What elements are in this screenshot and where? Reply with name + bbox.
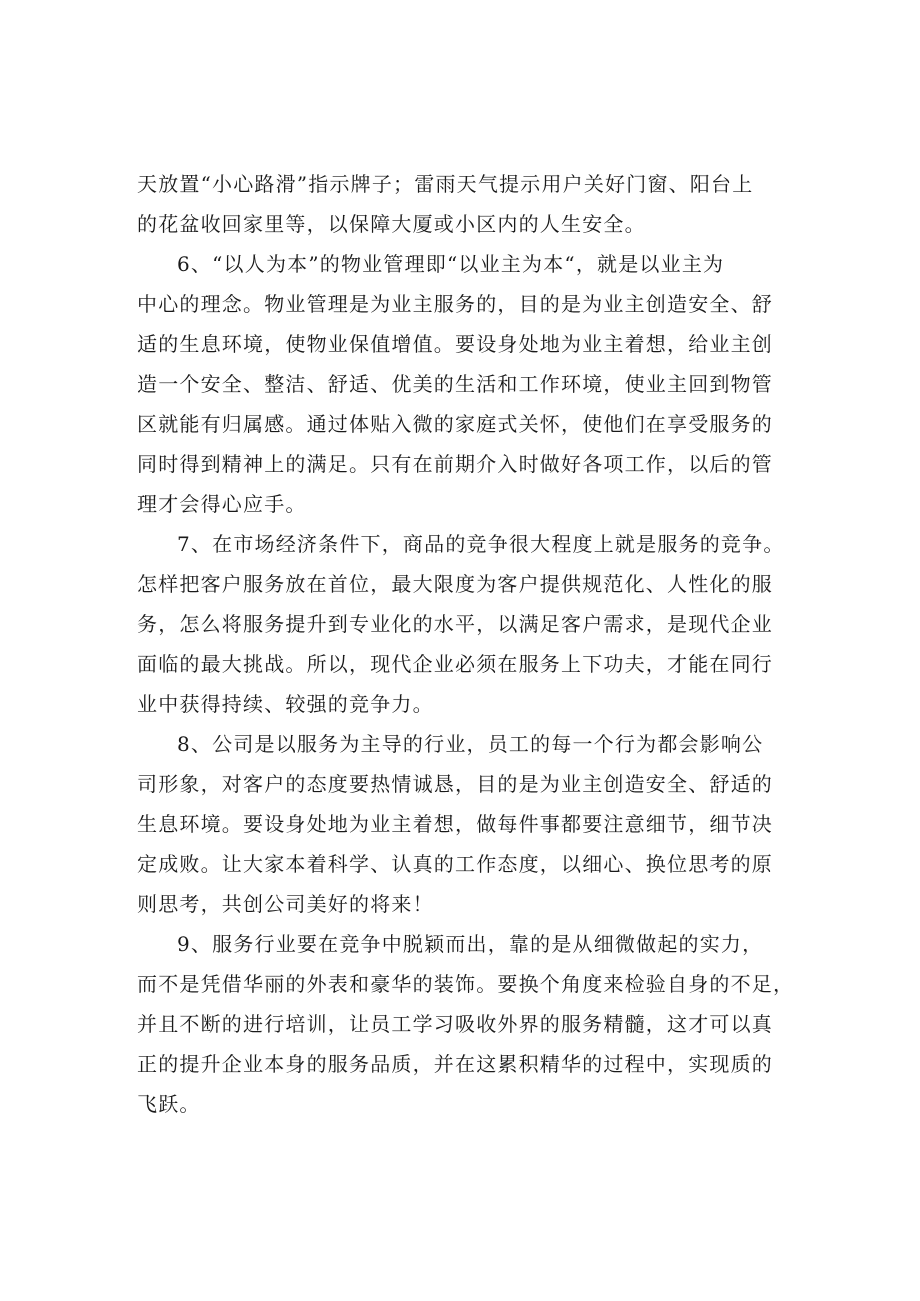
text-line: 面临的最大挑战。所以，现代企业必须在服务上下功夫，才能在同行	[137, 652, 773, 676]
text-line: 造一个安全、整洁、舒适、优美的生活和工作环境，使业主回到物管	[137, 372, 773, 396]
text-line: 生息环境。要设身处地为业主着想，做每件事都要注意细节，细节决	[137, 812, 773, 836]
text-line: 则思考，共创公司美好的将来！	[137, 892, 434, 916]
paragraph-9-start: 9、服务行业要在竞争中脱颖而出，靠的是从细微做起的实力，	[177, 932, 764, 956]
text-line: 飞跃。	[137, 1092, 201, 1116]
document-body	[137, 164, 795, 1124]
text-line: 务，怎么将服务提升到专业化的水平，以满足客户需求，是现代企业	[137, 612, 773, 636]
text-line: 定成败。让大家本着科学、认真的工作态度，以细心、换位思考的原	[137, 852, 773, 876]
text-line: 区就能有归属感。通过体贴入微的家庭式关怀，使他们在享受服务的	[137, 412, 773, 436]
paragraph-7-start: 7、在市场经济条件下，商品的竞争很大程度上就是服务的竞争。	[177, 532, 785, 556]
text-line: 而不是凭借华丽的外表和豪华的装饰。要换个角度来检验自身的不足，	[137, 972, 795, 996]
text-line: 适的生息环境，使物业保值增值。要设身处地为业主着想，给业主创	[137, 332, 773, 356]
text-line: 司形象，对客户的态度要热情诚恳，目的是为业主创造安全、舒适的	[137, 772, 773, 796]
text-line: 天放置“小心路滑”指示牌子；雷雨天气提示用户关好门窗、阳台上	[137, 172, 754, 196]
text-line: 理才会得心应手。	[137, 492, 307, 516]
text-line: 同时得到精神上的满足。只有在前期介入时做好各项工作，以后的管	[137, 452, 773, 476]
paragraph-6-start: 6、“以人为本”的物业管理即“以业主为本“，就是以业主为	[177, 252, 725, 276]
text-line: 正的提升企业本身的服务品质，并在这累积精华的过程中，实现质的	[137, 1052, 773, 1076]
text-line: 怎样把客户服务放在首位，最大限度为客户提供规范化、人性化的服	[137, 572, 773, 596]
paragraph-8-start: 8、公司是以服务为主导的行业，员工的每一个行为都会影响公	[177, 732, 764, 756]
text-line: 的花盆收回家里等，以保障大厦或小区内的人生安全。	[137, 212, 646, 236]
text-line: 业中获得持续、较强的竞争力。	[137, 692, 434, 716]
text-line: 并且不断的进行培训，让员工学习吸收外界的服务精髓，这才可以真	[137, 1012, 773, 1036]
text-line: 中心的理念。物业管理是为业主服务的，目的是为业主创造安全、舒	[137, 292, 773, 316]
